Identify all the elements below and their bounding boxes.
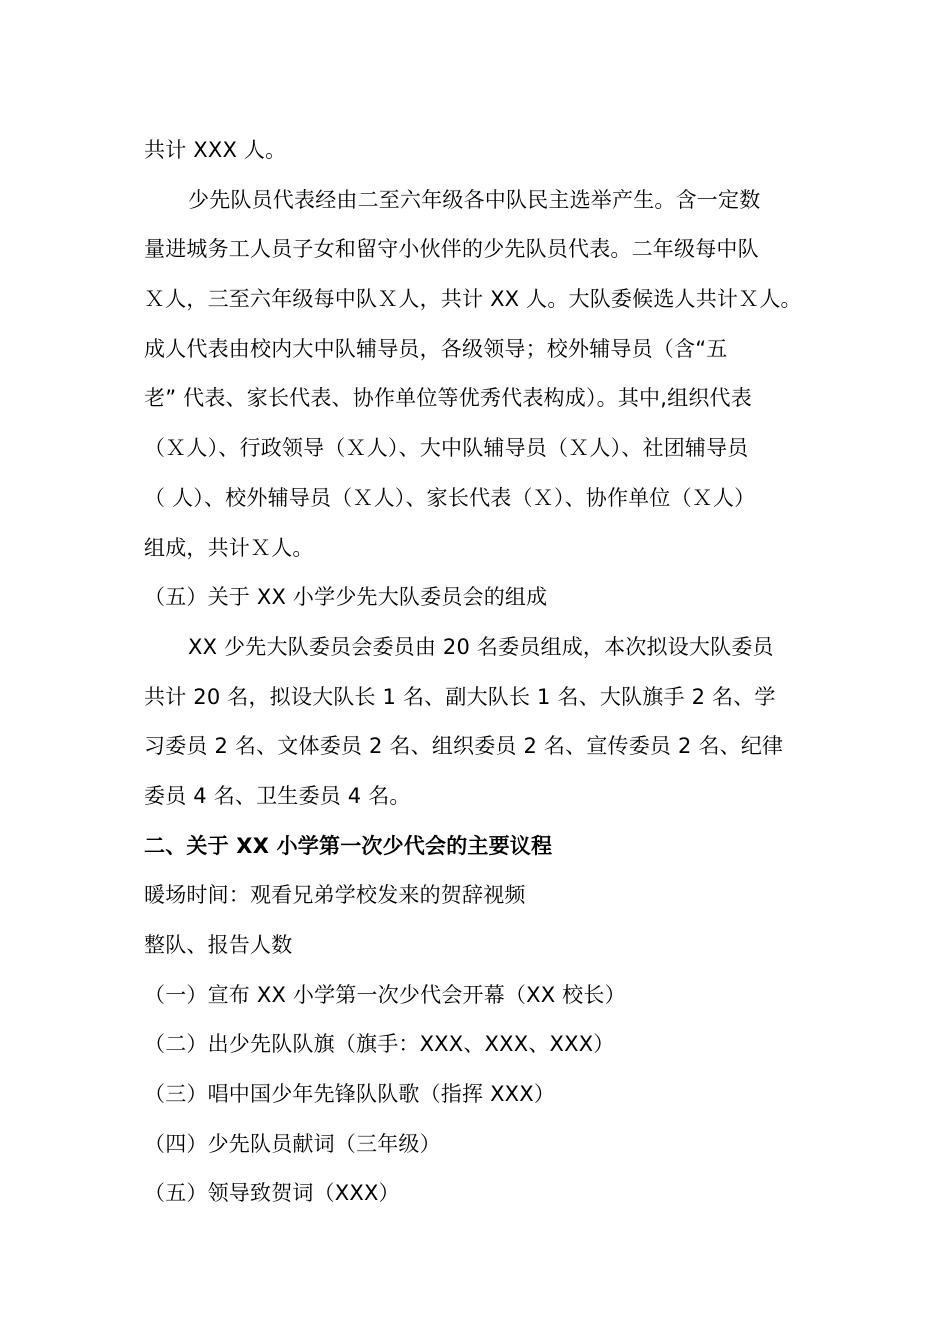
agenda-item: （二）出少先队队旗（旗手：XXX、XXX、XXX） [144,1032,615,1057]
text-line: （ 人）、校外辅导员（Ｘ人）、家长代表（Ｘ）、协作单位（Ｘ人） [144,485,756,510]
text-line: 共计 XXX 人。 [144,138,287,162]
section-heading: 二、关于 XX 小学第一次少代会的主要议程 [144,833,553,858]
text-line: XX 少先大队委员会委员由 20 名委员组成，本次拟设大队委员 [188,634,774,659]
text-line: 组成，共计Ｘ人。 [144,535,314,560]
text-line: 少先队员代表经由二至六年级各中队民主选举产生。含一定数 [188,187,761,212]
text-line: 委员 4 名、卫生委员 4 名。 [144,783,411,808]
subsection-heading: （五）关于 XX 小学少先大队委员会的组成 [144,585,548,610]
agenda-item: 整队、报告人数 [144,933,293,957]
text-line: Ｘ人，三至六年级每中队Ｘ人，共计 XX 人。大队委候选人共计Ｘ人。 [144,287,802,312]
agenda-item: （一）宣布 XX 小学第一次少代会开幕（XX 校长） [144,982,626,1007]
agenda-item: 暖场时间：观看兄弟学校发来的贺辞视频 [144,883,526,908]
text-line: 习委员 2 名、文体委员 2 名、组织委员 2 名、宣传委员 2 名、纪律 [144,734,784,759]
agenda-item: （三）唱中国少年先锋队队歌（指挥 XXX） [144,1082,556,1107]
text-line: 量进城务工人员子女和留守小伙伴的少先队员代表。二年级每中队 [144,237,759,262]
agenda-item: （四）少先队员献词（三年级） [144,1131,441,1156]
text-line: （Ｘ人）、行政领导（Ｘ人）、大中队辅导员（Ｘ人）、社团辅导员 [144,436,749,461]
text-line: 共计 20 名，拟设大队长 1 名、副大队长 1 名、大队旗手 2 名、学 [144,684,776,709]
document-body [144,126,824,1219]
text-line: 老” 代表、家长代表、协作单位等优秀代表构成）。其中,组织代表 [144,386,752,411]
text-line: 成人代表由校内大中队辅导员，各级领导；校外辅导员（含“五 [144,336,728,361]
agenda-item: （五）领导致贺词（XXX） [144,1181,400,1206]
